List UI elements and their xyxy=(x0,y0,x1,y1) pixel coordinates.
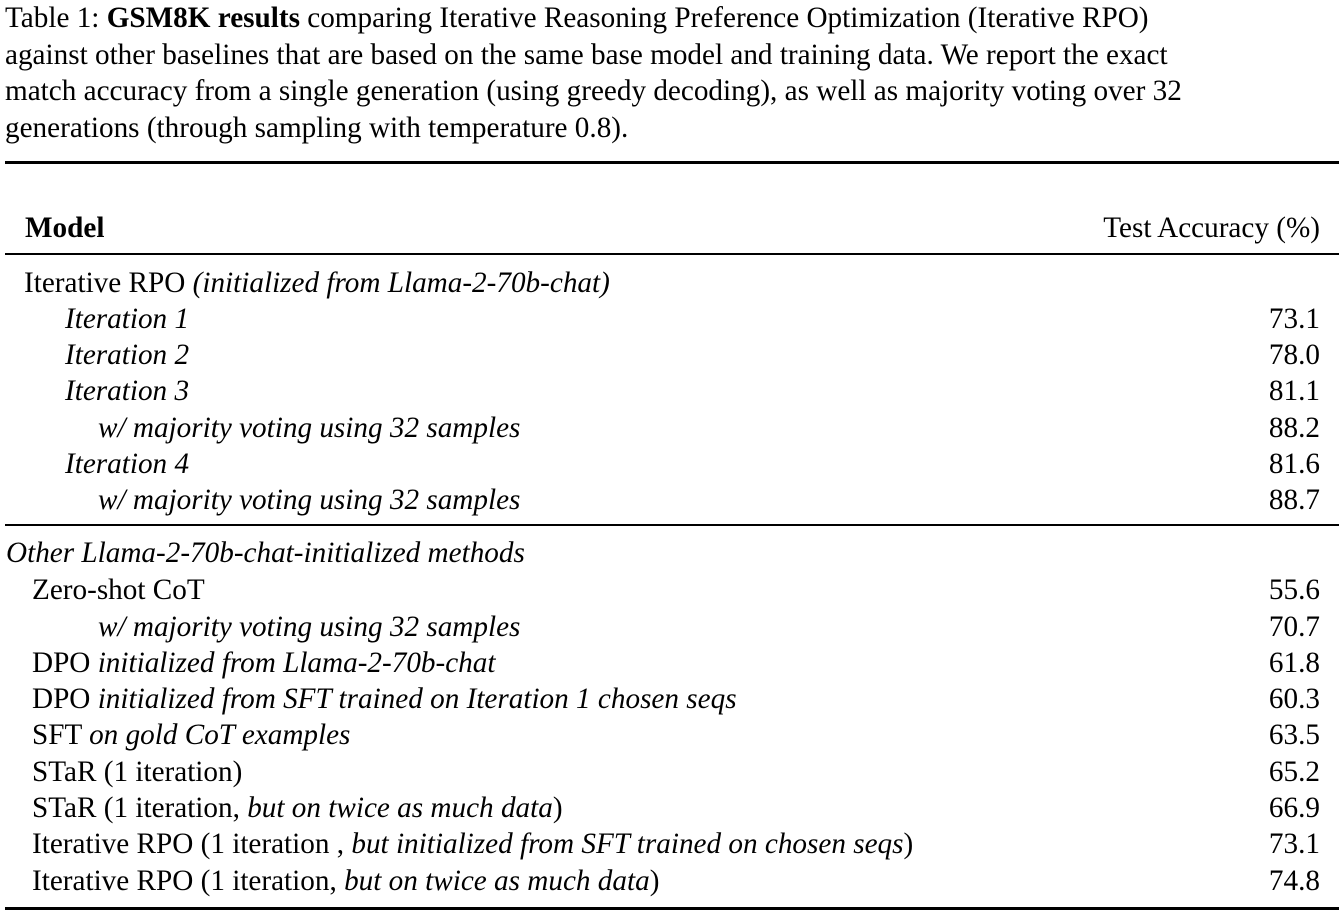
row-label-plain: STaR (1 iteration, xyxy=(32,792,240,824)
row-label-plain: DPO xyxy=(32,647,91,679)
row-label: Iteration 4 xyxy=(65,448,190,480)
caption-line-1-rest: comparing Iterative Reasoning Preference Optimization (Iterative RPO) xyxy=(307,2,1149,34)
table-row xyxy=(5,681,1320,717)
row-value: 88.7 xyxy=(1268,484,1320,516)
group2-title-row xyxy=(5,535,1320,571)
row-label xyxy=(32,572,205,608)
group1-title-main: Iterative RPO xyxy=(24,267,186,299)
row-label xyxy=(32,645,495,681)
caption-line-3: match accuracy from a single generation (using greedy decoding), as well as majority voting over 32 xyxy=(5,75,1182,107)
group1-title xyxy=(24,265,610,301)
row-label-plain: SFT xyxy=(32,719,82,751)
row-value: 66.9 xyxy=(1268,792,1320,824)
group1-title-note: (initialized from Llama-2-70b-chat) xyxy=(192,267,610,299)
header-rule xyxy=(5,253,1339,255)
row-label-plain: Iterative RPO (1 iteration , xyxy=(32,828,345,860)
caption-label: Table 1: xyxy=(5,2,100,34)
table-header-row xyxy=(5,210,1320,246)
row-value: 88.2 xyxy=(1268,412,1320,444)
row-label-plain-after: ) xyxy=(903,828,914,860)
row-label-plain-after: ) xyxy=(649,865,660,897)
row-label-plain: DPO xyxy=(32,683,91,715)
table-row xyxy=(5,446,1320,482)
row-label: Iteration 3 xyxy=(65,375,190,407)
row-value: 78.0 xyxy=(1268,339,1320,371)
row-label xyxy=(32,681,737,717)
group2-title: Other Llama-2-70b-chat-initialized methods xyxy=(6,537,525,569)
row-label xyxy=(98,609,520,645)
row-value: 61.8 xyxy=(1268,647,1320,679)
row-value: 70.7 xyxy=(1268,611,1320,643)
table-row xyxy=(5,790,1320,826)
caption-line-4: generations (through sampling with temperature 0.8). xyxy=(5,111,629,144)
table-row xyxy=(5,410,1320,446)
row-label-italic: w/ majority voting using 32 samples xyxy=(98,611,521,643)
table-row xyxy=(5,373,1320,409)
table-row xyxy=(5,337,1320,373)
row-label: w/ majority voting using 32 samples xyxy=(98,484,521,516)
header-test-accuracy: Test Accuracy (%) xyxy=(1103,212,1320,244)
group1-title-row xyxy=(5,265,1320,301)
table-row xyxy=(5,301,1320,337)
row-label xyxy=(32,826,913,862)
row-label xyxy=(32,754,242,790)
table-row xyxy=(5,482,1320,518)
row-value: 73.1 xyxy=(1268,303,1320,335)
caption-bold-lead: GSM8K results xyxy=(106,2,300,34)
table-row xyxy=(5,754,1320,790)
row-value: 63.5 xyxy=(1268,719,1320,751)
row-label-plain-after: ) xyxy=(552,792,563,824)
row-label-italic: but on twice as much data xyxy=(344,865,650,897)
row-label: w/ majority voting using 32 samples xyxy=(98,412,521,444)
caption-line-1 xyxy=(5,0,1337,37)
row-label-plain: Zero-shot CoT xyxy=(32,574,205,606)
row-value: 60.3 xyxy=(1268,683,1320,715)
row-label-italic: but on twice as much data xyxy=(247,792,553,824)
row-value: 65.2 xyxy=(1268,756,1320,788)
row-label xyxy=(32,717,350,753)
table-row xyxy=(5,609,1320,645)
row-label: Iteration 2 xyxy=(65,339,190,371)
table-row xyxy=(5,717,1320,753)
row-label xyxy=(32,863,659,899)
row-value: 81.1 xyxy=(1268,375,1320,407)
row-label-plain: Iterative RPO (1 iteration, xyxy=(32,865,337,897)
row-value: 81.6 xyxy=(1268,448,1320,480)
header-model: Model xyxy=(25,212,105,244)
caption-line-2: against other baselines that are based on the same base model and training data. We report the exact xyxy=(5,38,1168,71)
table-row xyxy=(5,572,1320,608)
table-row xyxy=(5,645,1320,681)
row-label-plain: STaR (1 iteration) xyxy=(32,756,243,788)
table-top-rule xyxy=(5,161,1339,164)
row-label-italic: on gold CoT examples xyxy=(89,719,351,751)
row-label-italic: but initialized from SFT trained on chosen seqs xyxy=(351,828,904,860)
table-row xyxy=(5,863,1320,899)
row-value: 55.6 xyxy=(1268,574,1320,606)
row-value: 74.8 xyxy=(1268,865,1320,897)
row-label-italic: initialized from SFT trained on Iteration 1 chosen seqs xyxy=(97,683,737,715)
table-bottom-rule xyxy=(5,907,1339,910)
row-label-italic: initialized from Llama-2-70b-chat xyxy=(97,647,496,679)
row-value: 73.1 xyxy=(1268,828,1320,860)
group-separator-rule xyxy=(5,524,1339,526)
row-label: Iteration 1 xyxy=(65,303,190,335)
table-caption xyxy=(5,0,1337,146)
row-label xyxy=(32,790,563,826)
table-row xyxy=(5,826,1320,862)
